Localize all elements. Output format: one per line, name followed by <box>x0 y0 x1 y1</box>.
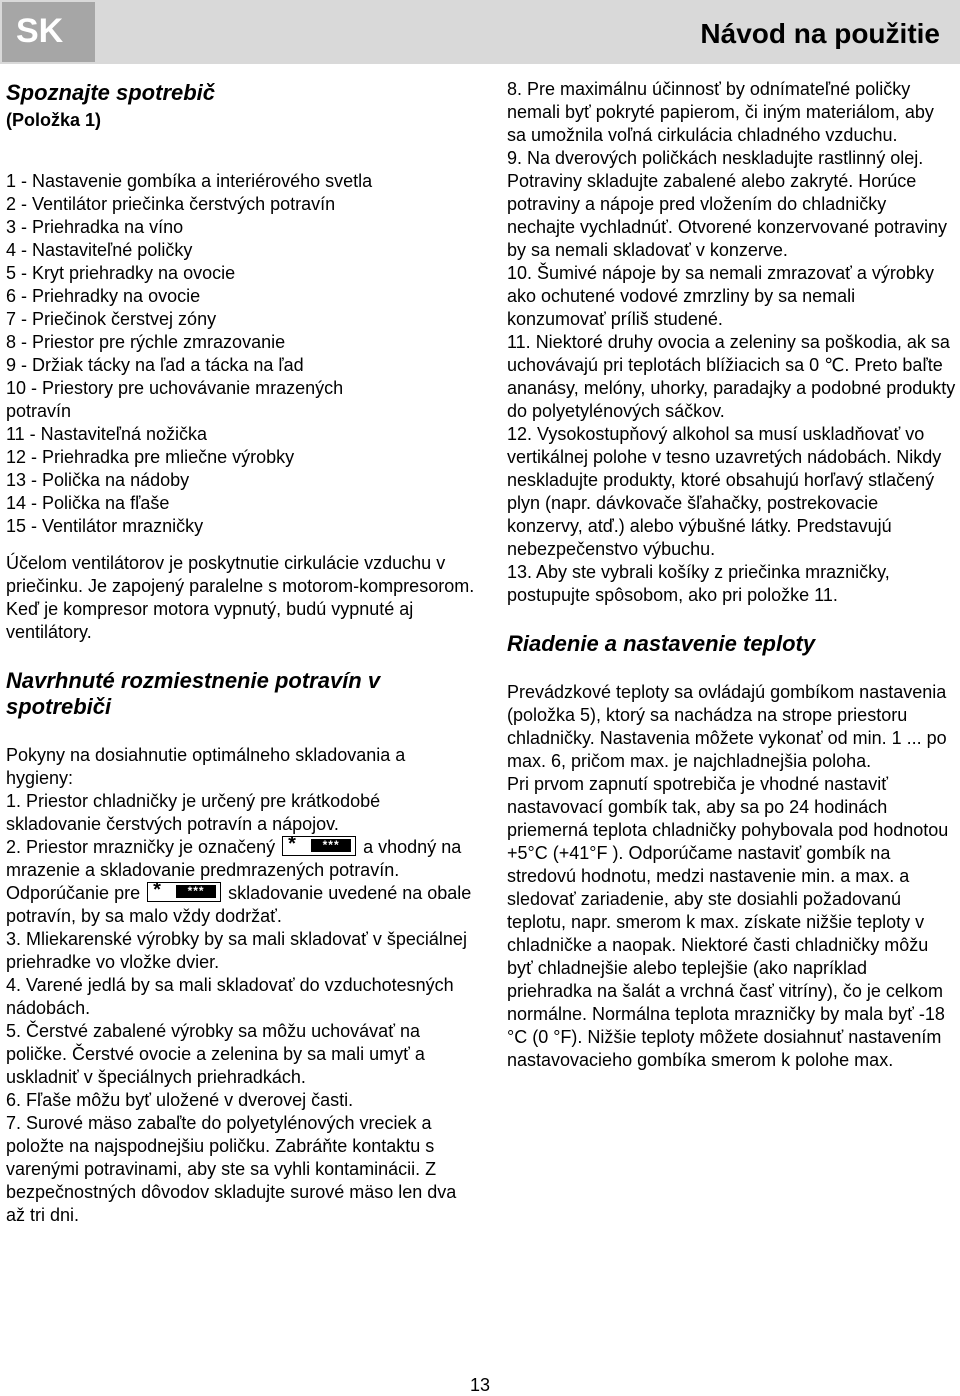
freezer-star-icon: * *** <box>147 882 221 902</box>
temperature-para-2: Pri prvom zapnutí spotrebiča je vhodné nastaviť nastavovací gombík tak, aby sa po 24 hodinách priemerná teplota chladničky pohybovala pod hodnotou +5°C (+41°F ). Odporúčame nastaviť gombík na stredovú hodnotu, medzi nastavenie min. a max. a sledovať zariadenie, aby ste dosiahli požadovanú teplotu, napr. smerom k max. získate nižšie teploty v chladničke a naopak. Niektoré časti chladničky môžu byť chladnejšie alebo teplejšie (ako napríklad priehradka na šalát a vrchná časť vitríny), čo je celkom normálne. Normálna teplota mrazničky by mala byť -18 °C (0 °F). Nižšie teploty môžete dosiahnuť nastavením nastavovacieho gombíka smerom k polohe max. <box>507 774 949 1070</box>
language-code: SK <box>16 12 64 50</box>
list-item: 2 - Ventilátor priečinka čerstvých potravín <box>6 194 336 214</box>
storage-item-2-text-d: skladovanie uvedené na obale potravín, by sa malo vždy dodržať. <box>6 883 472 926</box>
storage-item-2-text-b: a vhodný na mrazenie a skladovanie predmrazených potravín. <box>6 837 462 880</box>
storage-item-1: 1. Priestor chladničky je určený pre krátkodobé skladovanie čerstvých potravín a nápojov. <box>6 791 381 834</box>
list-item: 6 - Priehradky na ovocie <box>6 286 201 306</box>
section-heading-appliance: Spoznajte spotrebič <box>6 80 216 105</box>
list-item: 4 - Nastaviteľné poličky <box>6 240 193 260</box>
storage-item-2-text-a: 2. Priestor mrazničky je označený <box>6 837 276 857</box>
list-item: 3 - Priehradka na víno <box>6 217 184 237</box>
storage-item-5: 5. Čerstvé zabalené výrobky sa môžu uchovávať na poličke. Čerstvé ovocie a zelenina by sa mali umyť a uskladniť v špeciálnych priehradkách. <box>6 1021 425 1087</box>
list-item: 15 - Ventilátor mrazničky <box>6 516 204 536</box>
right-column <box>507 78 957 1072</box>
storage-item-4: 4. Varené jedlá by sa mali skladovať do vzduchotesných nádobách. <box>6 975 454 1018</box>
section-subheading: (Položka 1) <box>6 110 102 130</box>
storage-item-2 <box>6 833 476 928</box>
list-item: 9 - Držiak tácky na ľad a tácka na ľad <box>6 355 304 375</box>
list-item: potravín <box>6 401 72 421</box>
document-title: Návod na použitie <box>700 18 940 49</box>
fan-note: Účelom ventilátorov je poskytnutie cirkulácie vzduchu v priečinku. Je zapojený paralelne s motorom-kompresorom. Keď je kompresor motora vypnutý, budú vypnuté aj ventilátory. <box>6 553 475 642</box>
page-number: 13 <box>469 1375 491 1395</box>
list-item: 1 - Nastavenie gombíka a interiérového svetla <box>6 171 373 191</box>
list-item: 7 - Priečinok čerstvej zóny <box>6 309 217 329</box>
header-bar <box>0 0 960 64</box>
storage-item-11: 11. Niektoré druhy ovocia a zeleniny sa poškodia, ak sa uchovávajú pri teplotách blížiacich sa 0 ℃. Preto baľte ananásy, melóny, uhorky, paradajky a podobné produkty do polyetylénových sáčkov. <box>507 332 956 421</box>
storage-item-10: 10. Šumivé nápoje by sa nemali zmrazovať a výrobky ako ochutené vodové zmrzliny by sa nemali konzumovať príliš studené. <box>507 263 934 329</box>
storage-item-8: 8. Pre maximálnu účinnosť by odnímateľné poličky nemali byť pokryté papierom, či iným materiálom, aby sa umožnila voľná cirkulácia chladného vzduchu. <box>507 79 934 145</box>
storage-intro: Pokyny na dosiahnutie optimálneho skladovania a hygieny: <box>6 745 406 788</box>
list-item: 8 - Priestor pre rýchle zmrazovanie <box>6 332 286 352</box>
storage-item-9: 9. Na dverových poličkách neskladujte rastlinný olej. Potraviny skladujte zabalené alebo zakryté. Horúce potraviny a nápoje pred vložením do chladničky nechajte vychladnúť. Otvorené konzervované potraviny by sa nemali skladovať v konzerve. <box>507 148 948 260</box>
list-item: 13 - Polička na nádoby <box>6 470 190 490</box>
list-item: 5 - Kryt priehradky na ovocie <box>6 263 236 283</box>
list-item: 12 - Priehradka pre mliečne výrobky <box>6 447 295 467</box>
section-heading-temperature: Riadenie a nastavenie teploty <box>507 631 816 656</box>
section-heading-storage: Navrhnuté rozmiestnenie potravín v spotrebiči <box>6 668 381 719</box>
storage-item-7: 7. Surové mäso zabaľte do polyetylénových vreciek a položte na najspodnejšiu poličku. Zabráňte kontaktu s varenými potravinami, aby ste sa vyhli kontaminácii. Z bezpečnostných dôvodov skladujte surové mäso len dva až tri dni. <box>6 1113 457 1225</box>
language-badge <box>2 2 95 62</box>
freezer-star-icon: * *** <box>282 836 356 856</box>
storage-item-13: 13. Aby ste vybrali košíky z priečinka mrazničky, postupujte spôsobom, ako pri položke 11. <box>507 562 890 605</box>
list-item: 10 - Priestory pre uchovávanie mrazených <box>6 378 344 398</box>
parts-list <box>6 170 476 538</box>
storage-item-3: 3. Mliekarenské výrobky by sa mali skladovať v špeciálnej priehradke vo vložke dvier. <box>6 929 467 972</box>
list-item: 11 - Nastaviteľná nožička <box>6 424 208 444</box>
left-column <box>6 80 476 1227</box>
storage-item-2-text-c: Odporúčanie pre <box>6 883 141 903</box>
storage-item-12: 12. Vysokostupňový alkohol sa musí uskladňovať vo vertikálnej polohe v tesno uzavretých nádobách. Nikdy neskladujte produkty, ktoré obsahujú horľavý stlačený plyn (napr. dávkovače šľahačky, postrekovacie konzervy, atď.) alebo výbušné látky. Predstavujú nebezpečenstvo výbuchu. <box>507 424 942 559</box>
storage-item-6: 6. Fľaše môžu byť uložené v dverovej časti. <box>6 1090 354 1110</box>
list-item: 14 - Polička na fľaše <box>6 493 170 513</box>
temperature-para-1: Prevádzkové teploty sa ovládajú gombíkom nastavenia (položka 5), ktorý sa nachádza na strope priestoru chladničky. Nastavenia môžete vykonať od min. 1 ... po max. 6, pričom max. je najchladnejšia poloha. <box>507 682 947 771</box>
